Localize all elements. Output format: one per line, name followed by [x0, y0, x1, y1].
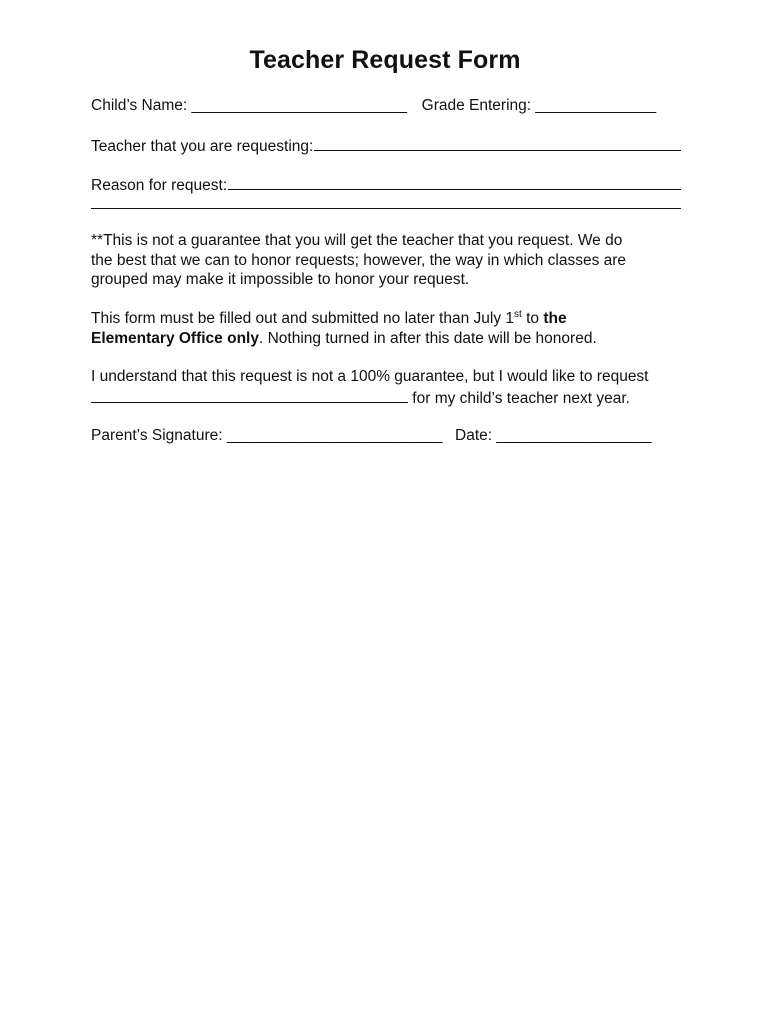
childs-name-field[interactable]: _________________________: [191, 97, 408, 114]
deadline-text: . Nothing turned in after this date will be honored.: [258, 329, 597, 347]
childs-name-label: Child’s Name:: [91, 97, 188, 114]
understanding-line-1: I understand that this request is not a 100% guarantee, but I would like to request: [91, 368, 649, 385]
deadline-paragraph: [91, 309, 681, 348]
grade-entering-label: Grade Entering:: [421, 97, 532, 114]
reason-row: [91, 174, 681, 195]
reason-field[interactable]: [228, 174, 681, 190]
grade-entering-field[interactable]: ______________: [535, 97, 657, 114]
signature-row: [91, 426, 681, 445]
understanding-paragraph: [91, 367, 681, 408]
understanding-suffix: for my child’s teacher next year.: [408, 389, 630, 407]
childs-name-row: [91, 96, 681, 115]
deadline-text: to: [521, 310, 544, 327]
parent-signature-field[interactable]: _________________________: [226, 427, 443, 444]
parent-signature-label: Parent’s Signature:: [91, 427, 223, 444]
teacher-requesting-label: Teacher that you are requesting:: [91, 138, 314, 155]
teacher-requesting-row: [91, 135, 681, 156]
teacher-requesting-field[interactable]: [314, 135, 681, 151]
understanding-line-2: [91, 387, 681, 409]
deadline-bold-text: Elementary Office only: [91, 329, 259, 347]
deadline-line-1: [91, 309, 681, 329]
deadline-superscript: st: [514, 309, 522, 320]
deadline-line-2: [91, 329, 681, 349]
date-label: Date:: [455, 427, 493, 444]
disclaimer-paragraph: [91, 231, 681, 290]
disclaimer-line: grouped may make it impossible to honor your request.: [91, 271, 470, 288]
deadline-text: This form must be filled out and submitted no later than July 1: [91, 310, 515, 327]
requested-teacher-field[interactable]: [91, 387, 408, 403]
date-field[interactable]: __________________: [496, 427, 652, 444]
reason-field-line-2[interactable]: [91, 208, 681, 209]
deadline-bold-text: the: [543, 310, 567, 327]
form-title: Teacher Request Form: [249, 46, 521, 74]
disclaimer-line: **This is not a guarantee that you will get the teacher that you request. We do: [91, 232, 623, 249]
disclaimer-line: the best that we can to honor requests; however, the way in which classes are: [91, 251, 627, 269]
reason-label: Reason for request:: [91, 177, 228, 194]
